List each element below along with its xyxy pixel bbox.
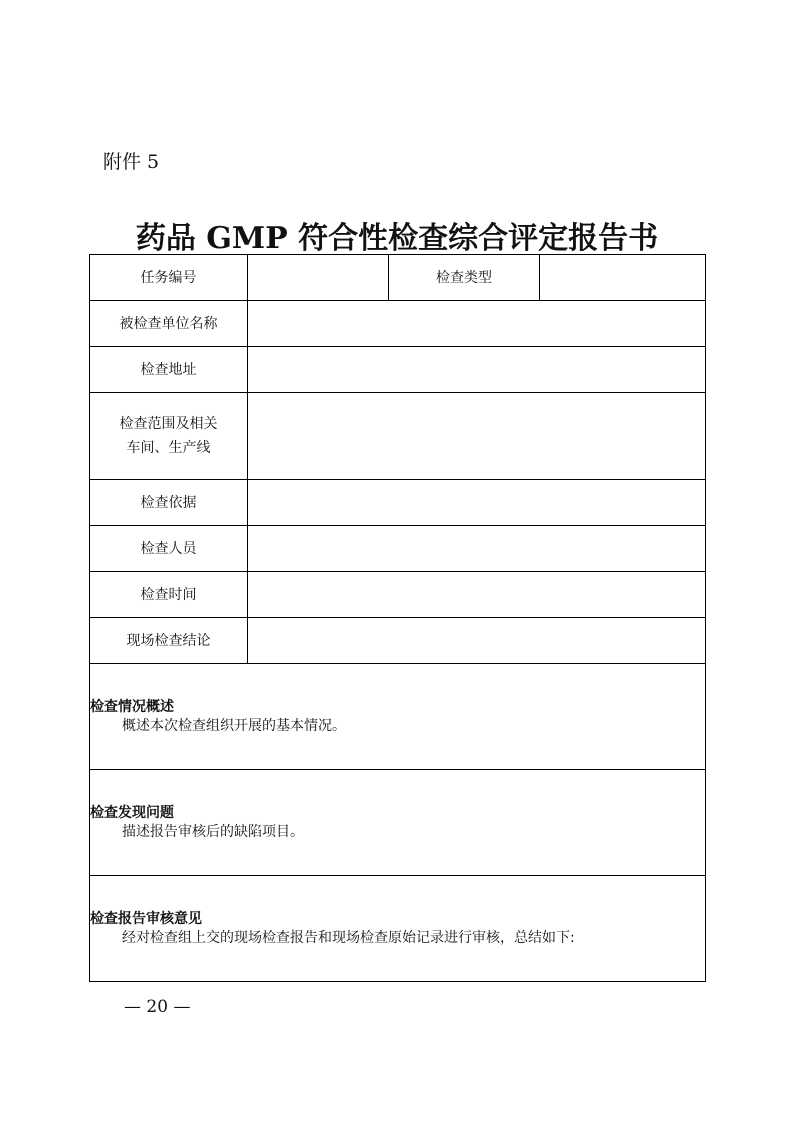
inspection-basis-field[interactable] — [248, 480, 706, 526]
table-row — [90, 664, 706, 770]
task-number-field[interactable] — [248, 255, 389, 301]
table-row — [90, 255, 706, 301]
table-row — [90, 393, 706, 480]
table-row — [90, 301, 706, 347]
page-number: — 20 — — [124, 997, 191, 1017]
inspection-scope-label-line2: 车间、生产线 — [126, 440, 211, 456]
attachment-label: 附件 5 — [103, 151, 160, 173]
document-title: 药品 GMP 符合性检查综合评定报告书 — [135, 221, 659, 256]
issues-found-body: 描述报告审核后的缺陷项目。 — [122, 823, 304, 840]
table-row — [90, 572, 706, 618]
inspection-address-label: 检查地址 — [90, 347, 248, 393]
inspectors-label: 检查人员 — [90, 526, 248, 572]
inspected-unit-name-label: 被检查单位名称 — [90, 301, 248, 347]
report-review-opinion-title: 检查报告审核意见 — [90, 910, 202, 927]
inspection-overview-body: 概述本次检查组织开展的基本情况。 — [122, 717, 346, 734]
table-row — [90, 347, 706, 393]
table-row — [90, 618, 706, 664]
inspection-type-label: 检查类型 — [389, 255, 540, 301]
inspection-time-field[interactable] — [248, 572, 706, 618]
inspection-scope-label-line1: 检查范围及相关 — [119, 416, 218, 432]
assessment-form-table — [89, 254, 706, 982]
task-number-label: 任务编号 — [90, 255, 248, 301]
inspection-address-field[interactable] — [248, 347, 706, 393]
report-review-opinion-body: 经对检查组上交的现场检查报告和现场检查原始记录进行审核，总结如下: — [122, 929, 575, 946]
report-review-opinion-section[interactable] — [90, 876, 706, 982]
inspection-overview-title: 检查情况概述 — [90, 698, 174, 715]
inspected-unit-name-field[interactable] — [248, 301, 706, 347]
table-row — [90, 876, 706, 982]
inspection-basis-label: 检查依据 — [90, 480, 248, 526]
table-row — [90, 770, 706, 876]
inspection-scope-field[interactable] — [248, 393, 706, 480]
issues-found-section[interactable] — [90, 770, 706, 876]
onsite-conclusion-field[interactable] — [248, 618, 706, 664]
table-row — [90, 480, 706, 526]
inspection-overview-section[interactable] — [90, 664, 706, 770]
inspectors-field[interactable] — [248, 526, 706, 572]
inspection-time-label: 检查时间 — [90, 572, 248, 618]
issues-found-title: 检查发现问题 — [90, 804, 174, 821]
inspection-type-field[interactable] — [540, 255, 706, 301]
onsite-conclusion-label: 现场检查结论 — [90, 618, 248, 664]
inspection-scope-label — [90, 393, 248, 480]
table-row — [90, 526, 706, 572]
